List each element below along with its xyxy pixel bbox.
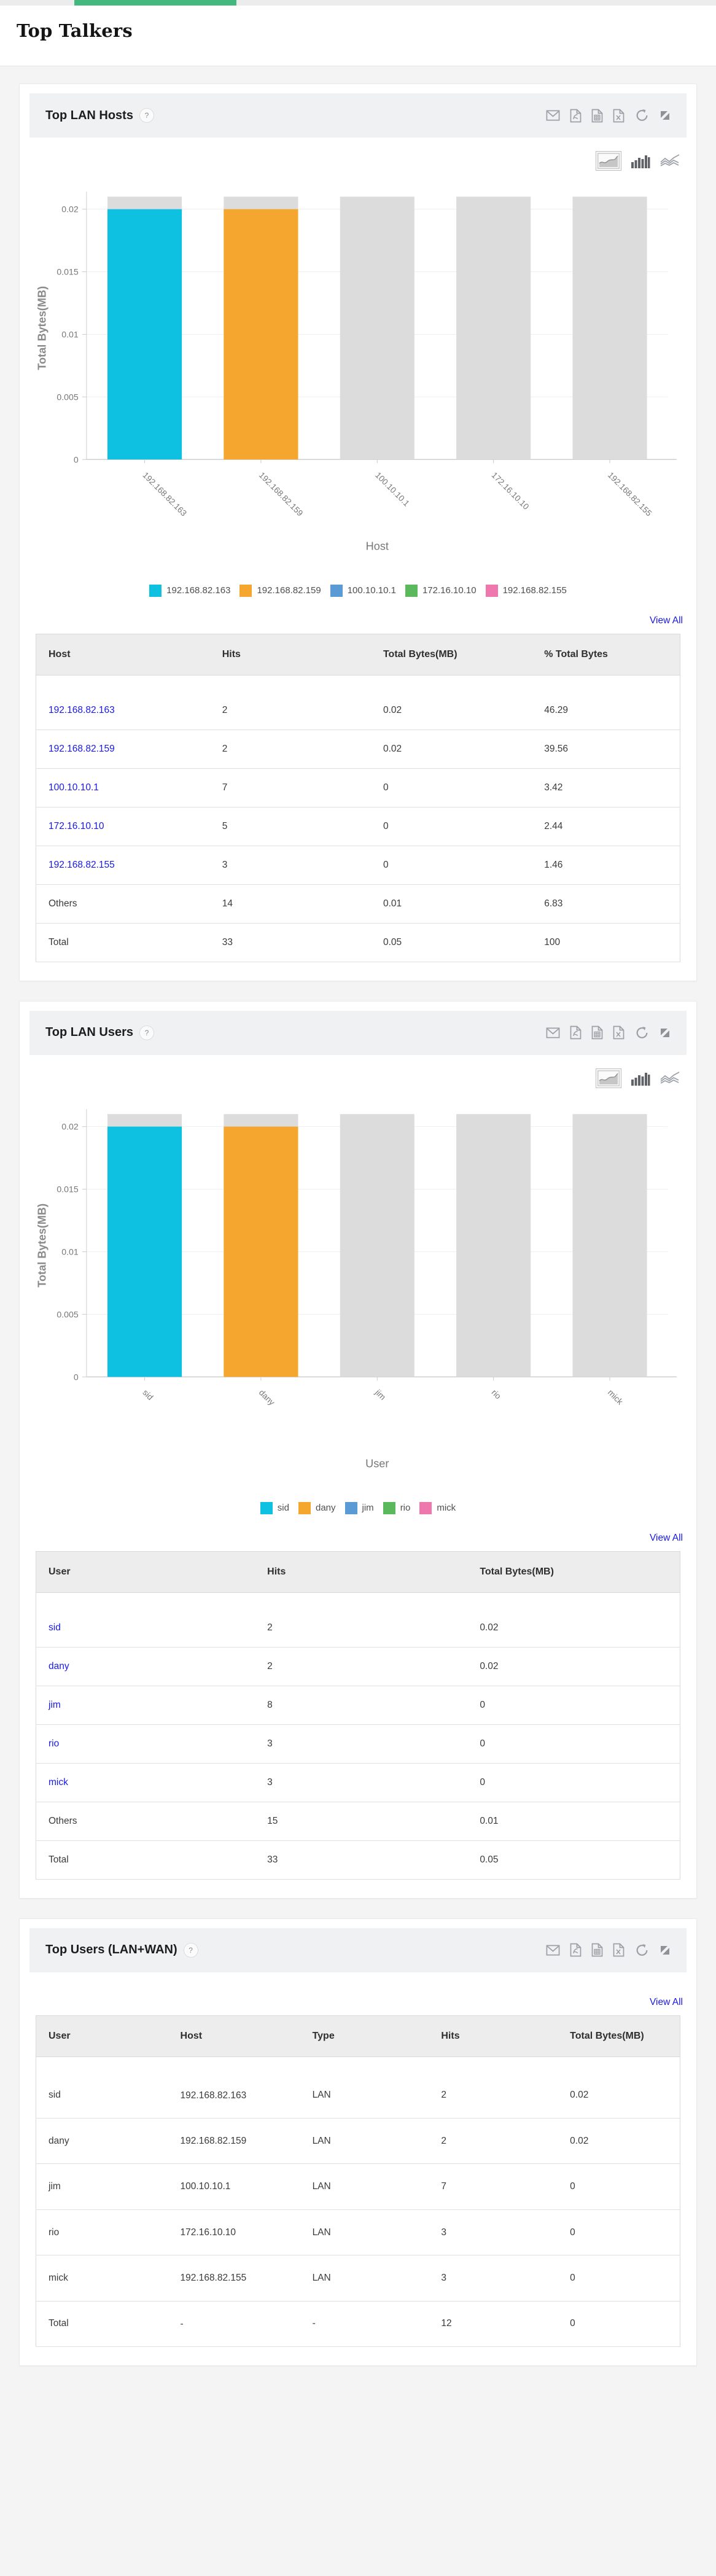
table-cell: 2 (210, 730, 371, 768)
cell-link[interactable]: 192.168.82.163 (49, 704, 115, 715)
expand-icon[interactable] (660, 1027, 671, 1038)
table-cell: 6.83 (532, 884, 680, 923)
table-cell: 2.44 (532, 807, 680, 846)
legend-label: dany (315, 1503, 336, 1514)
svg-text:0.01: 0.01 (61, 329, 79, 340)
table-cell: 0 (467, 1763, 680, 1802)
table-row (36, 2164, 680, 2209)
widget-top-lan-users (19, 1001, 697, 1899)
table-cell (168, 2209, 300, 2255)
table-cell: 3 (210, 846, 371, 884)
table-row (36, 2057, 680, 2118)
table-cell (36, 768, 210, 807)
table-cell: dany (36, 2118, 168, 2163)
table-row (36, 1647, 680, 1686)
table-cell: jim (36, 2164, 168, 2209)
table-cell: LAN (300, 2164, 429, 2209)
view-all-link[interactable]: View All (650, 1532, 683, 1543)
chart-type-toggle (29, 1068, 680, 1088)
table-cell: 2 (255, 1592, 467, 1647)
column-header: Total Bytes(MB) (371, 634, 532, 675)
svg-text:0.015: 0.015 (56, 267, 79, 277)
line-chart-icon[interactable] (660, 153, 680, 169)
pdf-export-icon[interactable] (570, 1943, 582, 1957)
svg-text:0: 0 (73, 1372, 79, 1382)
bar-chart-users (29, 1097, 687, 1476)
table-cell: 15 (255, 1802, 467, 1840)
svg-text:192.168.82.163: 192.168.82.163 (141, 470, 189, 518)
legend-swatch (260, 1502, 273, 1514)
cell-link[interactable]: 172.16.10.10 (49, 820, 104, 831)
table-cell: 2 (429, 2118, 558, 2163)
table-cell: 0 (371, 807, 532, 846)
bar-placeholder (456, 197, 531, 459)
legend-label: 100.10.10.1 (347, 585, 396, 596)
table-cell: Others (36, 884, 210, 923)
table-cell: 2 (210, 675, 371, 730)
legend-item[interactable] (383, 1502, 411, 1514)
legend-swatch (383, 1502, 395, 1514)
legend-item[interactable] (486, 585, 567, 597)
table-row (36, 730, 680, 768)
legend-item[interactable] (149, 585, 230, 597)
table-cell: 0.01 (467, 1802, 680, 1840)
table-row (36, 846, 680, 884)
legend-label: 192.168.82.155 (502, 585, 567, 596)
column-header: Type (300, 2015, 429, 2057)
bar (107, 209, 182, 460)
column-header: User (36, 1551, 255, 1592)
table-cell (168, 2164, 300, 2209)
column-header: Host (168, 2015, 300, 2057)
table-cell: 3 (255, 1763, 467, 1802)
column-header: User (36, 2015, 168, 2057)
excel-export-icon[interactable] (613, 1943, 625, 1957)
cell-link[interactable]: rio (49, 1738, 60, 1749)
table-cell: 8 (255, 1686, 467, 1724)
table-cell: rio (36, 2209, 168, 2255)
column-header: Total Bytes(MB) (467, 1551, 680, 1592)
host-value: 172.16.10.10 (180, 2227, 236, 2238)
bar (224, 209, 298, 460)
host-value: 192.168.82.155 (180, 2273, 247, 2284)
table-row (36, 675, 680, 730)
legend-label: rio (400, 1503, 411, 1514)
svg-text:0.015: 0.015 (56, 1184, 79, 1194)
chart-legend (29, 1502, 687, 1514)
legend-item[interactable] (260, 1502, 289, 1514)
active-tab-indicator (74, 0, 236, 6)
svg-text:Total Bytes(MB): Total Bytes(MB) (36, 286, 49, 370)
table-cell: 0 (558, 2209, 680, 2255)
refresh-icon[interactable] (634, 1025, 650, 1040)
table-row (36, 923, 680, 962)
svg-text:0.02: 0.02 (61, 1121, 79, 1132)
cell-link[interactable]: 192.168.82.155 (49, 859, 115, 870)
table-row (36, 2255, 680, 2301)
table-cell: LAN (300, 2255, 429, 2301)
widget-top-lan-hosts (19, 84, 697, 981)
mail-icon[interactable] (546, 1944, 560, 1956)
table-row (36, 1802, 680, 1840)
legend-swatch (239, 585, 252, 597)
table-header-row (36, 1551, 680, 1592)
svg-text:jim: jim (373, 1387, 388, 1402)
legend-swatch (419, 1502, 432, 1514)
table-row (36, 2301, 680, 2346)
users-table (36, 1551, 680, 1880)
hosts-table (36, 634, 680, 962)
widget-header (29, 1011, 687, 1055)
table-cell: 2 (255, 1647, 467, 1686)
svg-text:172.16.10.10: 172.16.10.10 (489, 470, 531, 512)
widget-action-icons (546, 1943, 671, 1958)
csv-export-icon[interactable] (591, 1943, 603, 1957)
cell-link[interactable]: 192.168.82.159 (49, 743, 115, 754)
bar-placeholder (340, 197, 414, 459)
legend-item[interactable] (405, 585, 477, 597)
host-value: 192.168.82.163 (180, 2090, 247, 2101)
legend-label: 192.168.82.163 (166, 585, 231, 596)
table-cell: 0.02 (558, 2118, 680, 2163)
help-icon[interactable]: ? (139, 108, 154, 123)
table-cell: 1.46 (532, 846, 680, 884)
table-cell: Total (36, 923, 210, 962)
legend-swatch (149, 585, 161, 597)
table-cell: 0 (467, 1724, 680, 1763)
table-cell: 39.56 (532, 730, 680, 768)
mail-icon[interactable] (546, 1027, 560, 1039)
table-header-row (36, 634, 680, 675)
svg-text:192.168.82.159: 192.168.82.159 (257, 470, 305, 518)
line-chart-icon[interactable] (660, 1070, 680, 1086)
excel-export-icon[interactable] (613, 1025, 625, 1040)
column-header: Hits (210, 634, 371, 675)
legend-label: 192.168.82.159 (257, 585, 321, 596)
table-cell: 0 (467, 1686, 680, 1724)
legend-label: sid (277, 1503, 289, 1514)
host-value: 192.168.82.159 (180, 2135, 247, 2146)
table-row (36, 2209, 680, 2255)
table-cell: 7 (210, 768, 371, 807)
table-cell: LAN (300, 2057, 429, 2118)
cell-link[interactable]: sid (49, 1622, 61, 1633)
legend-label: mick (437, 1503, 456, 1514)
bar (107, 1126, 182, 1377)
table-row (36, 1686, 680, 1724)
bar-placeholder (572, 1114, 647, 1377)
table-cell (36, 730, 210, 768)
table-cell (36, 1763, 255, 1802)
widget-top-users-lan-wan (19, 1918, 697, 2367)
legend-item[interactable] (345, 1502, 374, 1514)
svg-text:rio: rio (489, 1387, 503, 1401)
widget-header (29, 93, 687, 138)
table-cell: 0 (371, 768, 532, 807)
legend-label: 172.16.10.10 (422, 585, 477, 596)
table-cell: 0.02 (371, 730, 532, 768)
pdf-export-icon[interactable] (570, 109, 582, 123)
svg-text:dany: dany (257, 1387, 277, 1407)
pdf-export-icon[interactable] (570, 1025, 582, 1040)
dashboard-body (0, 66, 716, 2413)
table-cell: 0.05 (371, 923, 532, 962)
table-cell: 0 (558, 2301, 680, 2346)
cell-link[interactable]: jim (49, 1699, 61, 1710)
table-row (36, 1724, 680, 1763)
cell-link[interactable]: dany (49, 1660, 69, 1671)
chart-legend (29, 585, 687, 597)
widget-title: Top Users (LAN+WAN) (45, 1943, 177, 1957)
svg-text:sid: sid (141, 1387, 155, 1402)
expand-icon[interactable] (660, 1945, 671, 1956)
column-header: % Total Bytes (532, 634, 680, 675)
csv-export-icon[interactable] (591, 109, 603, 123)
table-row (36, 1763, 680, 1802)
svg-text:Host: Host (365, 540, 389, 553)
table-cell: 0.01 (371, 884, 532, 923)
table-cell (36, 1592, 255, 1647)
legend-swatch (298, 1502, 311, 1514)
legend-item[interactable] (330, 585, 396, 597)
table-cell: LAN (300, 2209, 429, 2255)
table-cell: Others (36, 1802, 255, 1840)
widget-action-icons (546, 1025, 671, 1040)
table-cell: Total (36, 1840, 255, 1879)
svg-text:0.01: 0.01 (61, 1247, 79, 1257)
table-cell: 100 (532, 923, 680, 962)
bar-placeholder (572, 197, 647, 459)
lan-wan-users-table (36, 2015, 680, 2348)
table-cell: 14 (210, 884, 371, 923)
table-cell: 3 (255, 1724, 467, 1763)
widget-action-icons (546, 108, 671, 123)
table-cell: 0 (558, 2255, 680, 2301)
column-header: Host (36, 634, 210, 675)
table-cell (168, 2255, 300, 2301)
table-cell (36, 1724, 255, 1763)
table-cell: 0.02 (467, 1592, 680, 1647)
table-cell (36, 807, 210, 846)
svg-text:0.005: 0.005 (56, 1309, 79, 1320)
mail-icon[interactable] (546, 109, 560, 122)
table-cell: 5 (210, 807, 371, 846)
table-cell: 0 (558, 2164, 680, 2209)
table-row (36, 1592, 680, 1647)
table-row (36, 884, 680, 923)
svg-text:0.02: 0.02 (61, 204, 79, 214)
view-all-link[interactable]: View All (650, 1996, 683, 2007)
legend-item[interactable] (298, 1502, 336, 1514)
table-cell (36, 1686, 255, 1724)
legend-label: jim (362, 1503, 374, 1514)
table-cell: LAN (300, 2118, 429, 2163)
expand-icon[interactable] (660, 110, 671, 121)
bar-placeholder (456, 1114, 531, 1377)
table-cell: - (300, 2301, 429, 2346)
chart-type-toggle (29, 151, 680, 171)
table-cell: 3 (429, 2255, 558, 2301)
table-cell: 0.05 (467, 1840, 680, 1879)
legend-item[interactable] (239, 585, 321, 597)
bar-placeholder (340, 1114, 414, 1377)
table-cell (168, 2057, 300, 2118)
table-cell (36, 846, 210, 884)
svg-text:0.005: 0.005 (56, 392, 79, 402)
table-row (36, 1840, 680, 1879)
table-cell: 0.02 (467, 1647, 680, 1686)
bar-chart-icon[interactable] (631, 153, 650, 169)
table-cell: 0 (371, 846, 532, 884)
host-value: - (180, 2318, 184, 2329)
table-cell: sid (36, 2057, 168, 2118)
help-icon[interactable]: ? (184, 1943, 198, 1958)
legend-item[interactable] (419, 1502, 456, 1514)
cell-link[interactable]: mick (49, 1776, 68, 1788)
page-title: Top Talkers (17, 20, 133, 41)
legend-swatch (405, 585, 418, 597)
column-header: Hits (429, 2015, 558, 2057)
svg-text:Total Bytes(MB): Total Bytes(MB) (36, 1203, 49, 1288)
page-header (0, 6, 716, 66)
table-cell: 33 (210, 923, 371, 962)
widget-title: Top LAN Users (45, 1025, 133, 1040)
view-all-link[interactable]: View All (650, 615, 683, 626)
table-header-row (36, 2015, 680, 2057)
table-row (36, 768, 680, 807)
table-cell: Total (36, 2301, 168, 2346)
column-header: Total Bytes(MB) (558, 2015, 680, 2057)
table-cell: mick (36, 2255, 168, 2301)
legend-swatch (330, 585, 343, 597)
svg-text:192.168.82.155: 192.168.82.155 (605, 470, 654, 518)
excel-export-icon[interactable] (613, 109, 625, 123)
column-header: Hits (255, 1551, 467, 1592)
area-chart-icon[interactable] (596, 1068, 621, 1088)
table-cell: 12 (429, 2301, 558, 2346)
help-icon[interactable]: ? (139, 1025, 154, 1040)
table-cell (36, 675, 210, 730)
table-cell: 3.42 (532, 768, 680, 807)
table-cell: 3 (429, 2209, 558, 2255)
refresh-icon[interactable] (634, 108, 650, 123)
bar-chart-hosts (29, 179, 687, 559)
svg-text:0: 0 (73, 454, 79, 465)
table-cell: 2 (429, 2057, 558, 2118)
table-cell: 0.02 (371, 675, 532, 730)
table-cell: 0.02 (558, 2057, 680, 2118)
table-cell: 46.29 (532, 675, 680, 730)
widget-header (29, 1928, 687, 1972)
svg-text:User: User (365, 1457, 389, 1470)
csv-export-icon[interactable] (591, 1025, 603, 1040)
table-cell (168, 2118, 300, 2163)
table-cell (168, 2301, 300, 2346)
area-chart-icon[interactable] (596, 151, 621, 171)
legend-swatch (345, 1502, 357, 1514)
table-cell: 33 (255, 1840, 467, 1879)
legend-swatch (486, 585, 498, 597)
refresh-icon[interactable] (634, 1943, 650, 1958)
bar-chart-icon[interactable] (631, 1070, 650, 1086)
cell-link[interactable]: 100.10.10.1 (49, 782, 99, 793)
table-row (36, 2118, 680, 2163)
svg-text:100.10.10.1: 100.10.10.1 (373, 470, 411, 508)
svg-text:mick: mick (605, 1387, 625, 1407)
table-row (36, 807, 680, 846)
table-cell: 7 (429, 2164, 558, 2209)
host-value: 100.10.10.1 (180, 2181, 231, 2192)
top-tab-strip (0, 0, 716, 6)
widget-title: Top LAN Hosts (45, 108, 133, 122)
table-cell (36, 1647, 255, 1686)
bar (224, 1126, 298, 1377)
